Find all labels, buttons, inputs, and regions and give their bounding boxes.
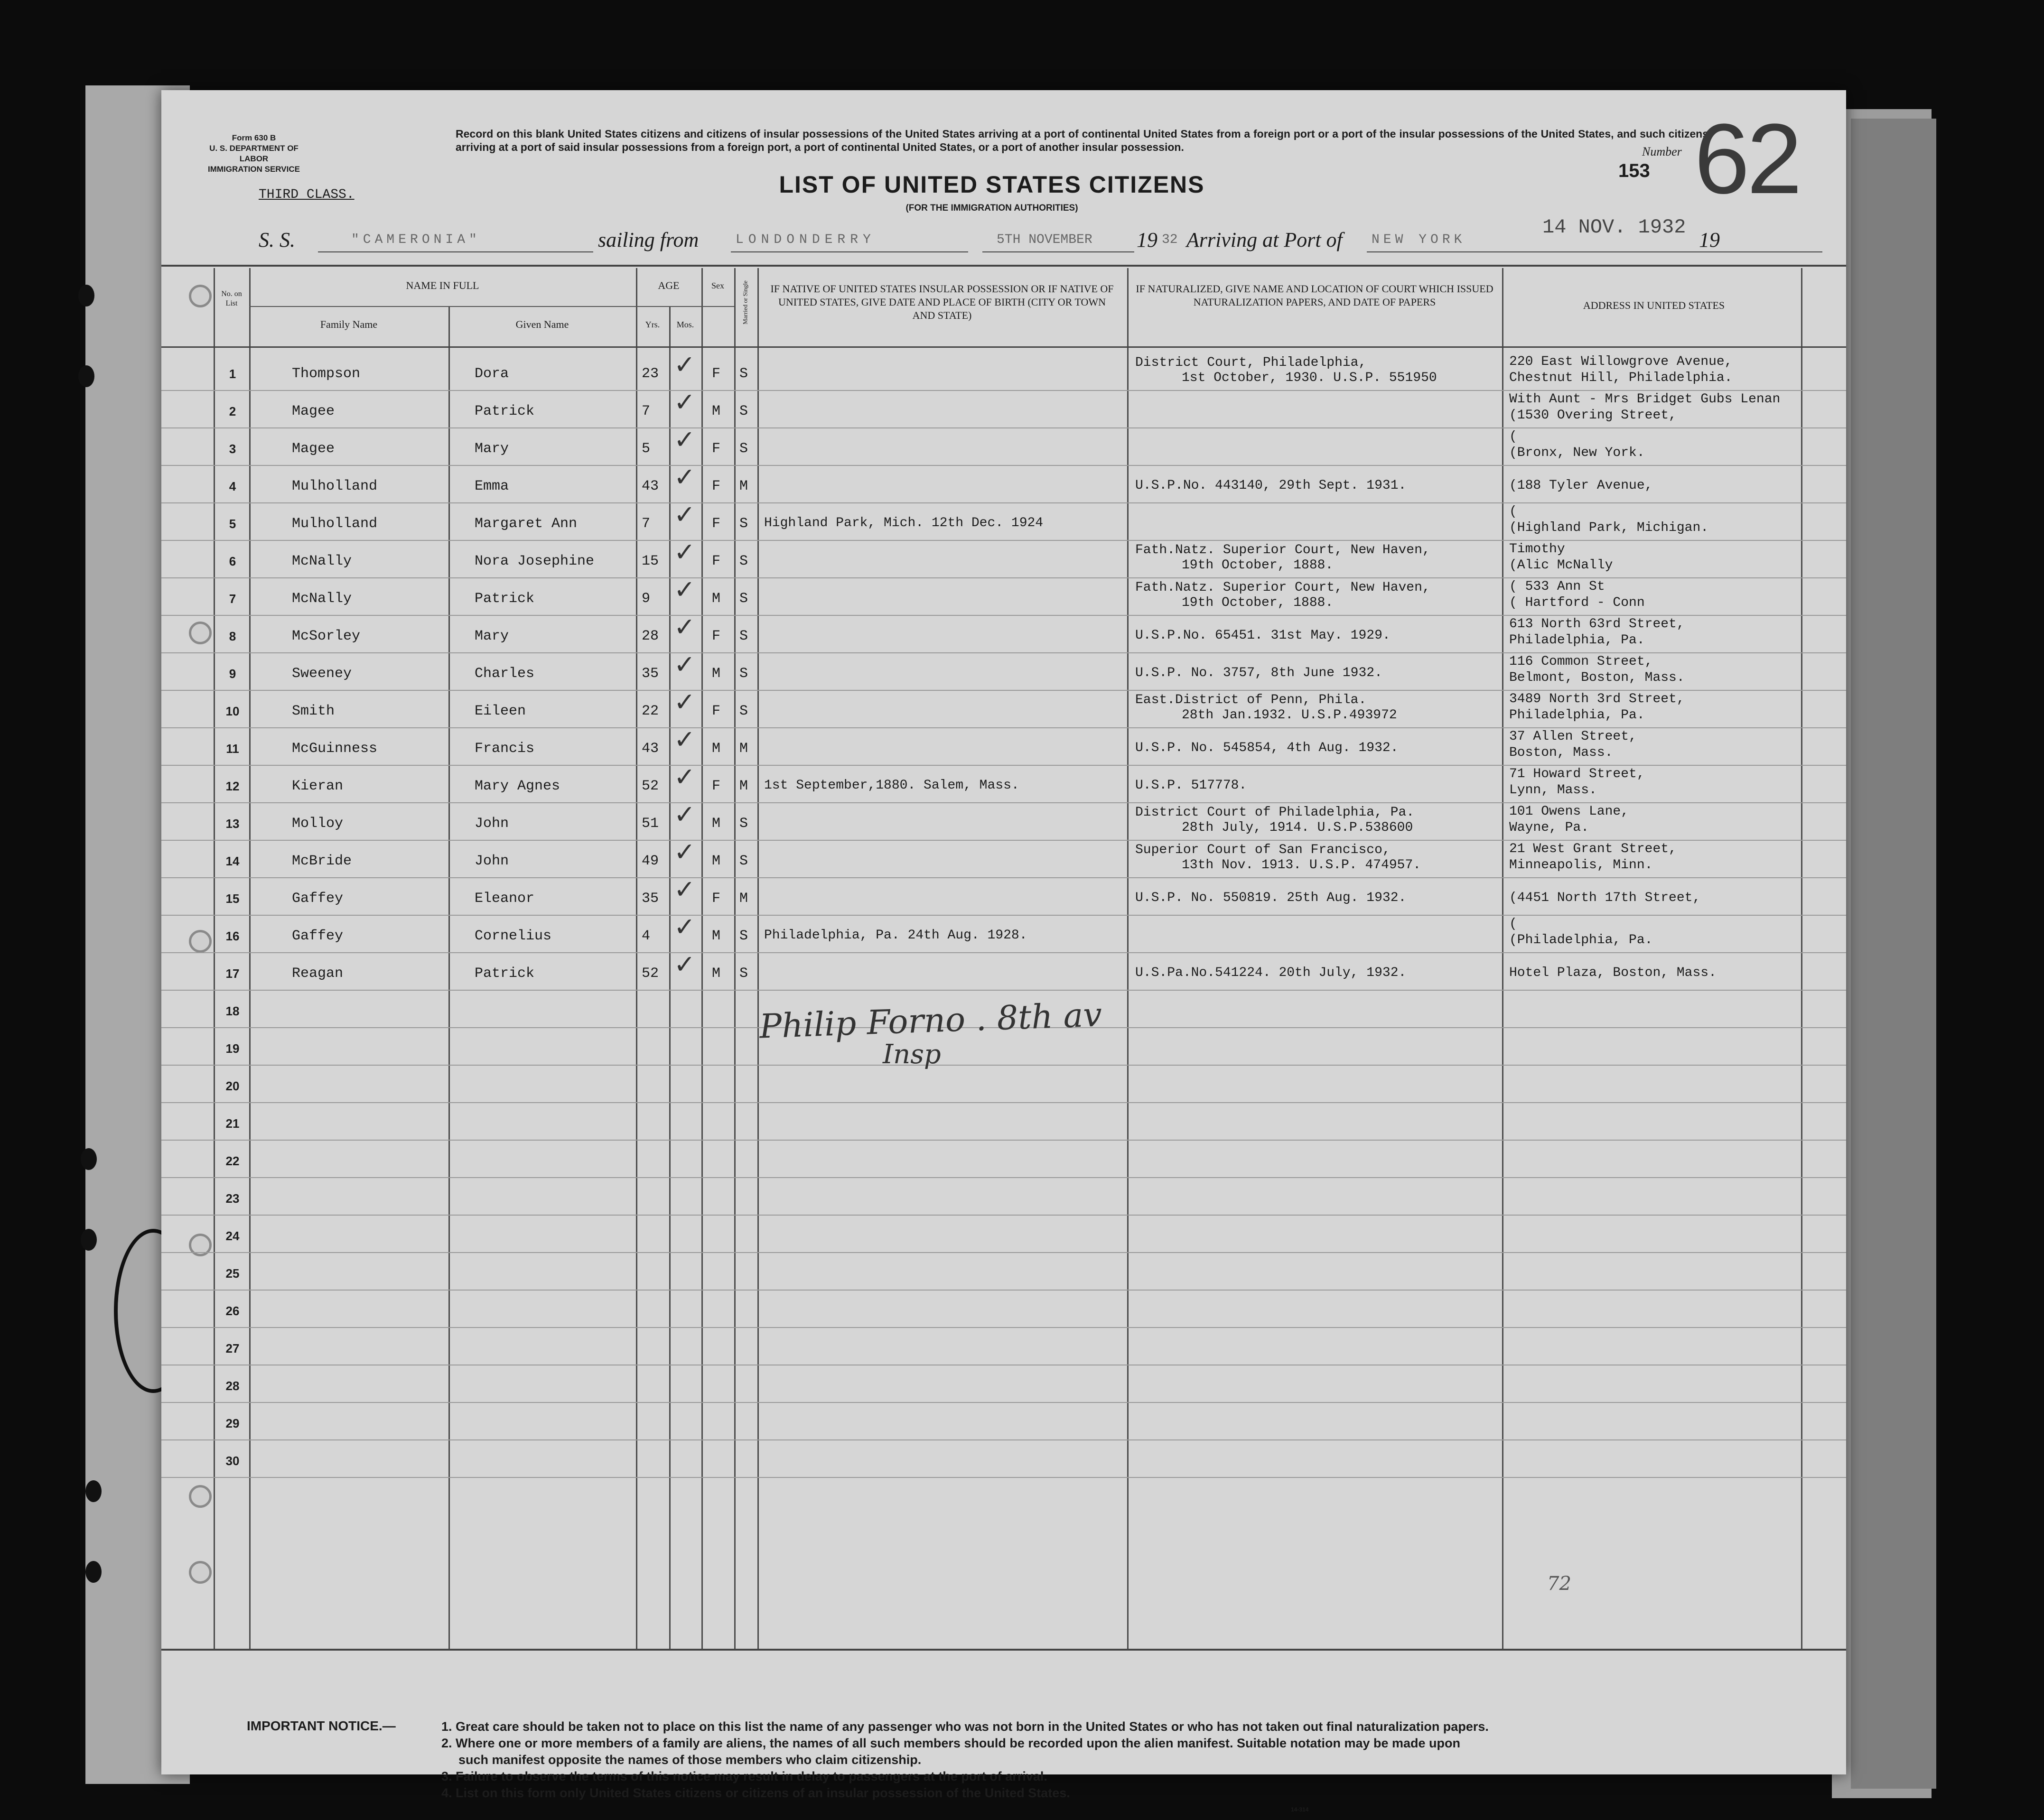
age-years: 43 (642, 478, 659, 494)
arriving-label: Arriving at Port of (1186, 228, 1343, 251)
row-number: 25 (225, 1266, 240, 1281)
row-number: 7 (229, 592, 236, 606)
header-age: AGE (658, 279, 680, 291)
given-name: Francis (475, 741, 535, 757)
sailing-underline (731, 251, 968, 252)
check-mark: ✓ (674, 912, 696, 942)
punch-hole (189, 1561, 212, 1584)
row-number: 8 (229, 629, 236, 643)
check-mark: ✓ (674, 575, 696, 604)
address-line: (Highland Park, Michigan. (1509, 520, 1709, 535)
header-given-name: Given Name (515, 318, 569, 330)
address-line: Philadelphia, Pa. (1509, 708, 1645, 723)
check-mark: ✓ (674, 874, 696, 904)
check-mark: ✓ (674, 612, 696, 642)
sex: M (712, 966, 721, 982)
row-number: 24 (225, 1229, 240, 1243)
given-name: Nora Josephine (475, 553, 595, 569)
header-mos: Mos. (676, 320, 694, 329)
row-rule (161, 1215, 1846, 1216)
check-mark: ✓ (674, 462, 696, 492)
address-line: ( (1509, 917, 1517, 931)
naturalization-info: U.S.P.No. 65451. 31st May. 1929. (1135, 628, 1391, 643)
ss-label: S. S. (259, 228, 295, 251)
sex: F (712, 516, 721, 532)
year-prefix: 19 (1137, 228, 1157, 251)
port-underline (1367, 251, 1822, 252)
col-divider (1801, 268, 1802, 1649)
row-number: 3 (229, 442, 236, 456)
punch-hole (189, 285, 212, 307)
naturalization-info: 28th Jan.1932. U.S.P.493972 (1182, 708, 1397, 723)
check-mark: ✓ (674, 762, 696, 792)
age-years: 28 (642, 628, 659, 644)
age-years: 5 (642, 441, 651, 457)
check-mark: ✓ (674, 387, 696, 417)
given-name: Patrick (475, 591, 535, 607)
row-number: 14 (225, 854, 240, 868)
form-title: LIST OF UNITED STATES CITIZENS (779, 171, 1205, 198)
row-number: 15 (225, 891, 240, 906)
margin-mark: 72 (1547, 1573, 1571, 1595)
row-rule (161, 540, 1846, 541)
address-line: (Bronx, New York. (1509, 446, 1645, 460)
binder-hole (78, 365, 94, 387)
sex: F (712, 778, 721, 794)
age-years: 15 (642, 553, 659, 569)
family-name: Magee (292, 441, 335, 457)
given-name: Charles (475, 666, 535, 682)
family-name: Mulholland (292, 516, 378, 532)
row-number: 4 (229, 479, 236, 493)
row-rule (161, 1402, 1846, 1403)
row-rule (161, 690, 1846, 691)
check-mark: ✓ (674, 799, 696, 829)
col-divider (734, 268, 736, 1649)
row-number: 16 (225, 929, 240, 943)
row-rule (161, 727, 1846, 728)
address-line: (4451 North 17th Street, (1509, 891, 1701, 905)
col-divider (636, 268, 637, 1649)
birth-info: Highland Park, Mich. 12th Dec. 1924 (764, 516, 1044, 530)
naturalization-info: East.District of Penn, Phila. (1135, 693, 1367, 707)
family-name: McNally (292, 553, 352, 569)
number-stamp: 153 (1618, 160, 1650, 181)
age-years: 23 (642, 366, 659, 382)
sex: M (712, 741, 721, 757)
binder-hole (81, 1229, 97, 1251)
age-years: 9 (642, 591, 651, 607)
given-name: Mary (475, 441, 509, 457)
family-name: Gaffey (292, 928, 344, 944)
marital-status: M (739, 741, 748, 757)
marital-status: S (739, 853, 748, 869)
marital-status: S (739, 966, 748, 982)
row-rule (161, 840, 1846, 841)
row-rule (161, 615, 1846, 616)
marital-status: S (739, 928, 748, 944)
family-name: Gaffey (292, 891, 344, 907)
family-name: Reagan (292, 966, 344, 982)
row-rule (161, 427, 1846, 428)
address-line: Lynn, Mass. (1509, 783, 1597, 798)
number-label: Number (1642, 145, 1682, 158)
sex: M (712, 928, 721, 944)
address-line: Belmont, Boston, Mass. (1509, 670, 1685, 685)
marital-status: S (739, 591, 748, 607)
row-number: 9 (229, 667, 236, 681)
row-number: 23 (225, 1191, 240, 1206)
address-line: 37 Allen Street, (1509, 729, 1637, 744)
address-line: ( (1509, 429, 1517, 444)
row-number: 17 (225, 966, 240, 981)
sex: F (712, 703, 721, 719)
row-number: 5 (229, 517, 236, 531)
important-notice (441, 1718, 1818, 1801)
row-rule (161, 952, 1846, 953)
marital-status: M (739, 778, 748, 794)
age-years: 52 (642, 778, 659, 794)
address-line: 116 Common Street, (1509, 654, 1653, 669)
row-number: 1 (229, 367, 236, 381)
family-name: McSorley (292, 628, 361, 644)
important-notice-label: IMPORTANT NOTICE.— (247, 1718, 396, 1733)
check-mark: ✓ (674, 350, 696, 380)
row-number: 6 (229, 554, 236, 568)
marital-status: S (739, 553, 748, 569)
header-native: IF NATIVE OF UNITED STATES INSULAR POSSESSION OR IF NATIVE OF UNITED STATES, GIVE DATE AND PLACE OF BIRTH (CITY OR TOWN AND STATE) (770, 283, 1114, 321)
header-married: Married or Single (741, 280, 749, 325)
form-instructions: Record on this blank United States citizens and citizens of insular possessions of the United States arriving at a port of continental United States from a foreign port or a port of the insular possessions of the United States, and such citizens arriving at a port of said insular possessions from a foreign port, a port of continental United States, or a port of another insular possession. (456, 128, 1708, 153)
col-divider (214, 268, 215, 1649)
sex: M (712, 666, 721, 682)
sail-date: 5TH NOVEMBER (997, 232, 1092, 247)
inspector-title: Insp (883, 1039, 941, 1070)
col-divider (1127, 268, 1129, 1649)
given-name: Eileen (475, 703, 526, 719)
arrival-date-stamp: 14 NOV. 1932 (1542, 216, 1686, 239)
given-name: Dora (475, 366, 509, 382)
marital-status: S (739, 403, 748, 419)
row-rule (161, 1477, 1846, 1478)
family-name: McBride (292, 853, 352, 869)
sex: F (712, 553, 721, 569)
number-handwritten: 62 (1694, 103, 1800, 214)
ship-name: "CAMERONIA" (351, 232, 481, 247)
age-years: 49 (642, 853, 659, 869)
sailing-label: sailing from (598, 228, 699, 251)
row-rule (161, 915, 1846, 916)
binder-hole (81, 1148, 97, 1170)
header-yrs: Yrs. (645, 320, 660, 329)
naturalization-info: 19th October, 1888. (1182, 558, 1334, 573)
binder-hole (78, 285, 94, 306)
row-number: 12 (225, 779, 240, 793)
sex: F (712, 891, 721, 907)
family-name: Kieran (292, 778, 344, 794)
naturalization-info: U.S.P. No. 545854, 4th Aug. 1932. (1135, 741, 1399, 755)
sex: F (712, 478, 721, 494)
address-line: ( 533 Ann St (1509, 579, 1605, 594)
header-name-in-full: NAME IN FULL (406, 279, 479, 291)
row-number: 29 (225, 1416, 240, 1430)
sex: M (712, 853, 721, 869)
address-line: Boston, Mass. (1509, 745, 1613, 760)
sex: M (712, 816, 721, 832)
row-rule (161, 877, 1846, 878)
marital-status: M (739, 891, 748, 907)
birth-info: Philadelphia, Pa. 24th Aug. 1928. (764, 928, 1027, 943)
naturalization-info: Fath.Natz. Superior Court, New Haven, (1135, 580, 1430, 595)
check-mark: ✓ (674, 537, 696, 567)
form-id-block (197, 133, 311, 175)
notice-item: such manifest opposite the names of those members who claim citizenship. (458, 1753, 922, 1767)
sex: F (712, 441, 721, 457)
naturalization-info: U.S.P. No. 550819. 25th Aug. 1932. (1135, 891, 1407, 905)
family-name: Magee (292, 403, 335, 419)
age-years: 52 (642, 966, 659, 982)
back-page-right-2 (1851, 119, 1936, 1789)
given-name: Mary (475, 628, 509, 644)
row-number: 27 (225, 1341, 240, 1356)
address-line: ( (1509, 504, 1517, 519)
address-line: (1530 Overing Street, (1509, 408, 1677, 423)
row-rule (161, 502, 1846, 503)
arrival-port: NEW YORK (1372, 232, 1466, 247)
col-divider (448, 306, 450, 1649)
row-rule (161, 1327, 1846, 1328)
address-line: 3489 North 3rd Street, (1509, 692, 1685, 706)
address-line: 71 Howard Street, (1509, 767, 1645, 781)
family-name: McGuinness (292, 741, 378, 757)
naturalization-info: Fath.Natz. Superior Court, New Haven, (1135, 543, 1430, 557)
row-number: 11 (226, 742, 239, 756)
address-line: (Alic McNally (1509, 558, 1613, 573)
row-rule (161, 652, 1846, 653)
given-name: Patrick (475, 966, 535, 982)
address-line: Minneapolis, Minn. (1509, 858, 1653, 873)
header-sex: Sex (711, 281, 724, 290)
binder-hole (85, 1480, 102, 1502)
table-bottom-rule (161, 1649, 1846, 1651)
naturalization-info: U.S.P. 517778. (1135, 778, 1247, 793)
check-mark: ✓ (674, 500, 696, 529)
marital-status: S (739, 666, 748, 682)
check-mark: ✓ (674, 425, 696, 455)
row-number: 13 (225, 817, 240, 831)
address-line: (188 Tyler Avenue, (1509, 478, 1653, 493)
notice-item: 2. Where one or more members of a family are aliens, the names of all such members should be recorded upon the alien manifest. Suitable notation may be made upon (441, 1736, 1461, 1750)
header-no: No. on List (221, 290, 242, 307)
manifest-page (161, 90, 1846, 1813)
col-divider (669, 306, 671, 1649)
marital-status: S (739, 816, 748, 832)
binder-hole (85, 1561, 102, 1583)
sex: F (712, 628, 721, 644)
address-line: ( Hartford - Conn (1509, 595, 1645, 610)
family-name: Sweeney (292, 666, 352, 682)
check-mark: ✓ (674, 687, 696, 717)
age-years: 7 (642, 516, 651, 532)
department-name: U. S. DEPARTMENT OF LABOR (209, 144, 299, 163)
notice-item: 1. Great care should be taken not to place on this list the name of any passenger who was not born in the United States or who has not taken out final naturalization papers. (441, 1719, 1489, 1734)
address-line: Wayne, Pa. (1509, 820, 1589, 835)
address-line: (Philadelphia, Pa. (1509, 933, 1653, 947)
given-name: Mary Agnes (475, 778, 560, 794)
naturalization-info: Superior Court of San Francisco, (1135, 843, 1391, 857)
year-prefix-2: 19 (1699, 228, 1720, 251)
col-divider (249, 268, 251, 1649)
marital-status: S (739, 628, 748, 644)
given-name: Margaret Ann (475, 516, 578, 532)
form-number: Form 630 B (232, 133, 276, 142)
notice-item: 4. List on this form only United States citizens or citizens of an insular possession of the United States. (441, 1786, 1070, 1800)
col-divider (757, 268, 759, 1649)
age-years: 35 (642, 666, 659, 682)
naturalization-info: District Court, Philadelphia, (1135, 355, 1367, 370)
row-number: 2 (229, 404, 236, 418)
address-line: Timothy (1509, 542, 1565, 557)
header-family-name: Family Name (320, 318, 378, 330)
sail-date-underline (982, 251, 1134, 252)
naturalization-info: 1st October, 1930. U.S.P. 551950 (1182, 371, 1437, 385)
address-line: 220 East Willowgrove Avenue, (1509, 354, 1733, 369)
age-years: 22 (642, 703, 659, 719)
inspector-signature: Philip Forno . 8th av (758, 995, 1103, 1046)
naturalization-info: District Court of Philadelphia, Pa. (1135, 805, 1415, 820)
sailing-from: LONDONDERRY (736, 232, 876, 247)
row-rule (161, 765, 1846, 766)
age-years: 4 (642, 928, 651, 944)
age-years: 7 (642, 403, 651, 419)
address-line: 21 West Grant Street, (1509, 842, 1677, 856)
marital-status: S (739, 441, 748, 457)
marital-status: M (739, 478, 748, 494)
row-number: 26 (225, 1304, 240, 1318)
col-divider (1502, 268, 1503, 1649)
address-line: Philadelphia, Pa. (1509, 633, 1645, 648)
notice-item: 3. Failure to observe the terms of this notice may result in delay to passengers at the port of arrival. (441, 1769, 1047, 1783)
column-header-rule (161, 346, 1846, 348)
header-address: ADDRESS IN UNITED STATES (1583, 299, 1725, 311)
naturalization-info: 28th July, 1914. U.S.P.538600 (1182, 820, 1413, 835)
marital-status: S (739, 516, 748, 532)
check-mark: ✓ (674, 650, 696, 679)
naturalization-info: U.S.Pa.No.541224. 20th July, 1932. (1135, 966, 1407, 980)
ship-underline (318, 251, 593, 252)
row-rule (161, 1290, 1846, 1291)
name-age-subrule (249, 306, 734, 307)
row-number: 19 (225, 1041, 240, 1056)
address-line: 613 North 63rd Street, (1509, 617, 1685, 631)
row-rule (161, 1102, 1846, 1103)
family-name: McNally (292, 591, 352, 607)
birth-info: 1st September,1880. Salem, Mass. (764, 778, 1019, 793)
row-number: 28 (225, 1379, 240, 1393)
marital-status: S (739, 703, 748, 719)
notice-code: 14-314 (1291, 1806, 1309, 1813)
sex: F (712, 366, 721, 382)
col-divider (701, 268, 703, 1649)
age-years: 43 (642, 741, 659, 757)
row-number: 10 (225, 704, 240, 718)
given-name: Patrick (475, 403, 535, 419)
row-rule (161, 990, 1846, 991)
naturalization-info: U.S.P. No. 3757, 8th June 1932. (1135, 666, 1382, 680)
row-rule (161, 802, 1846, 803)
form-subtitle: (FOR THE IMMIGRATION AUTHORITIES) (905, 203, 1078, 213)
row-rule (161, 1252, 1846, 1253)
check-mark: ✓ (674, 837, 696, 867)
family-name: Thompson (292, 366, 361, 382)
given-name: Emma (475, 478, 509, 494)
row-rule (161, 577, 1846, 578)
marital-status: S (739, 366, 748, 382)
given-name: Cornelius (475, 928, 552, 944)
service-name: IMMIGRATION SERVICE (208, 165, 300, 174)
naturalization-info: U.S.P.No. 443140, 29th Sept. 1931. (1135, 478, 1407, 493)
row-number: 22 (225, 1154, 240, 1168)
row-rule (161, 1140, 1846, 1141)
address-line: 101 Owens Lane, (1509, 804, 1629, 819)
address-line: With Aunt - Mrs Bridget Gubs Lenan (1509, 392, 1781, 407)
given-name: John (475, 853, 509, 869)
check-mark: ✓ (674, 724, 696, 754)
row-number: 20 (225, 1079, 240, 1093)
address-line: Hotel Plaza, Boston, Mass. (1509, 966, 1717, 980)
passenger-class: THIRD CLASS. (259, 187, 355, 202)
age-years: 35 (642, 891, 659, 907)
given-name: John (475, 816, 509, 832)
year-suffix: 32 (1162, 232, 1178, 247)
address-line: Chestnut Hill, Philadelphia. (1509, 371, 1733, 385)
naturalization-info: 13th Nov. 1913. U.S.P. 474957. (1182, 858, 1421, 873)
punch-hole (189, 1485, 212, 1508)
row-number: 18 (225, 1004, 240, 1018)
row-rule (161, 465, 1846, 466)
header-rule (161, 265, 1846, 267)
row-rule (161, 1177, 1846, 1178)
family-name: Smith (292, 703, 335, 719)
sex: M (712, 403, 721, 419)
age-years: 51 (642, 816, 659, 832)
naturalization-info: 19th October, 1888. (1182, 595, 1334, 610)
given-name: Eleanor (475, 891, 535, 907)
check-mark: ✓ (674, 949, 696, 979)
row-number: 30 (225, 1454, 240, 1468)
row-number: 21 (225, 1116, 240, 1131)
sex: M (712, 591, 721, 607)
header-naturalized: IF NATURALIZED, GIVE NAME AND LOCATION OF COURT WHICH ISSUED NATURALIZATION PAPERS, AND DATE OF PAPERS (1136, 283, 1493, 308)
row-rule (161, 1439, 1846, 1440)
row-rule (161, 1065, 1846, 1066)
family-name: Molloy (292, 816, 344, 832)
row-rule (161, 390, 1846, 391)
family-name: Mulholland (292, 478, 378, 494)
